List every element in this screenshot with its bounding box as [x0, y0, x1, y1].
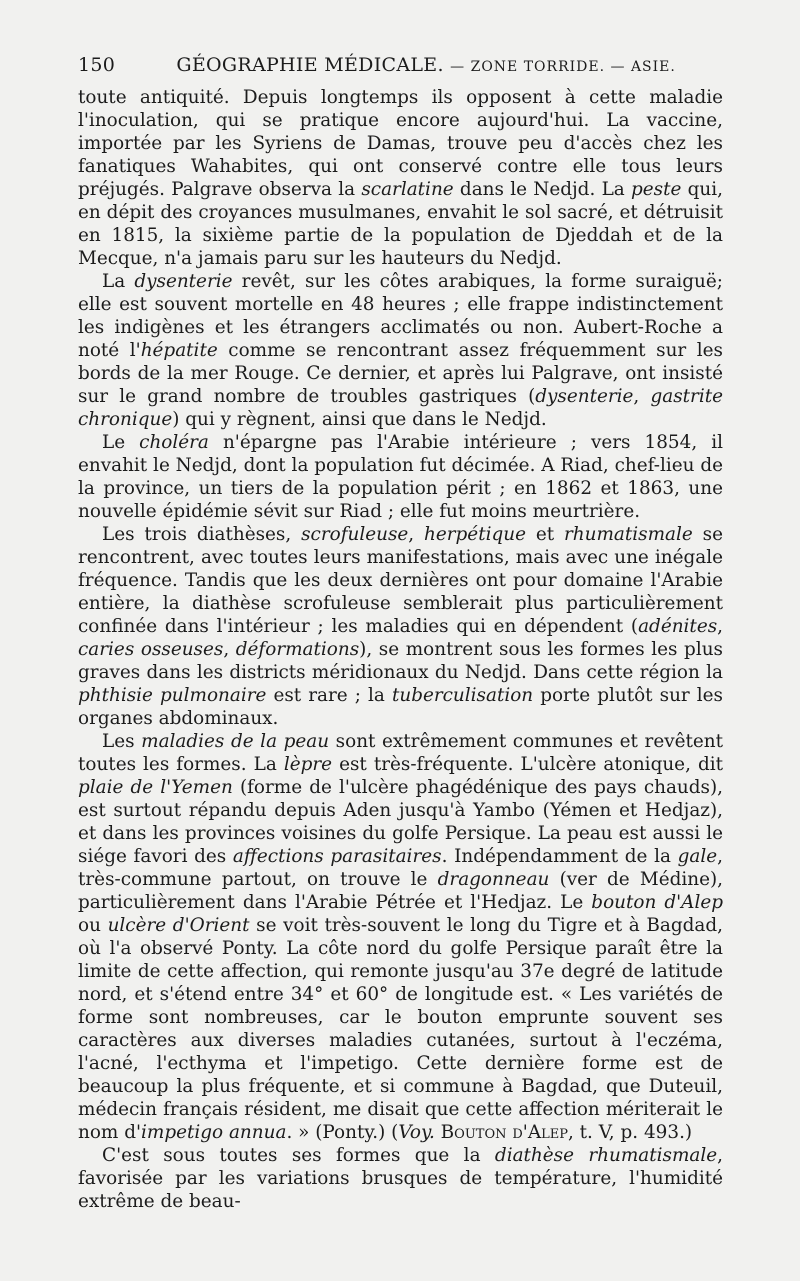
text-span: toute antiquité. Depuis longtemps ils opposent à cette maladie l'inoculation, qui se pratique encore aujourd'hui. La vaccine, importée par les Syriens de Damas, trouve peu d'accès chez les fanatiques Wahabites, qui ont conservé contre elle tous leurs préjugés. Palgrave observa la [78, 87, 723, 200]
running-header [78, 54, 728, 76]
text-span: . Indépendamment de la [441, 846, 678, 867]
text-span: Le [102, 432, 140, 453]
text-span: La [102, 271, 135, 292]
body-text [78, 86, 723, 1213]
italic-term: déformations [235, 639, 360, 660]
paragraph [78, 1144, 723, 1213]
italic-term: bouton d'Alep [591, 892, 723, 913]
italic-term: Voy. [398, 1122, 435, 1143]
header-title: GÉOGRAPHIE MÉDICALE. [176, 54, 444, 76]
italic-term: dysenterie [134, 271, 233, 292]
text-span: se rencontrent, avec toutes leurs manifestations, mais avec une inégale fréquence. Tandis que les deux dernières ont pour domaine l'Arabie entière, la diathèse scrofuleuse semblerait plus particulièrement confinée dans l'intérieur ; les maladies qui en dépendent ( [78, 524, 723, 637]
text-span: Les [102, 731, 142, 752]
italic-term: peste [631, 179, 682, 200]
italic-term: gastrite chronique [78, 386, 723, 430]
text-span: porte plutôt sur les organes abdominaux. [78, 685, 723, 729]
italic-term: hépatite [140, 340, 218, 361]
italic-term: rhumatismale [564, 524, 693, 545]
paragraph [78, 431, 723, 523]
italic-term: scarlatine [361, 179, 454, 200]
text-span: comme se rencontrant assez fréquemment sur les bords de la mer Rouge. Ce dernier, et après lui Palgrave, ont insisté sur le grand nombre de troubles gastriques ( [78, 340, 723, 407]
text-span: est très-fréquente. L'ulcère atonique, dit [332, 754, 723, 775]
italic-term: adénites [638, 616, 718, 637]
italic-term: phthisie pulmonaire [78, 685, 267, 706]
text-span: qui, en dépit des croyances musulmanes, envahit le sol sacré, et détruisit en 1815, la sixième partie de la population de Djeddah et de la Mecque, n'a jamais paru sur les hauteurs du Nedjd. [78, 179, 723, 269]
text-span: Les trois diathèses, [102, 524, 302, 545]
text-span: (ver de Médine), particulièrement dans l'Arabie Pétrée et l'Hedjaz. Le [78, 869, 723, 913]
paragraph [78, 730, 723, 1144]
text-span: , t. V, p. 493.) [567, 1122, 693, 1143]
italic-term: lèpre [283, 754, 333, 775]
text-span: , [633, 386, 651, 407]
text-span: (forme de l'ulcère phagédénique des pays chauds), est surtout répandu depuis Aden jusqu'à Yambo (Yémen et Hedjaz), et dans les provinces voisines du golfe Persique. La peau est aussi le siége favori des [78, 777, 724, 867]
text-span: ), se montrent sous les formes les plus graves dans les districts méridionaux du Nedjd. Dans cette région la [78, 639, 723, 683]
text-span: est rare ; la [266, 685, 392, 706]
text-span: , très-commune partout, on trouve le [78, 846, 724, 890]
italic-term: herpétique [424, 524, 526, 545]
italic-term: impetigo annua [141, 1122, 287, 1143]
text-span: Bouton d'Alep [440, 1122, 568, 1143]
text-span: revêt, sur les côtes arabiques, la forme suraiguë; elle est souvent mortelle en 48 heures ; elle frappe indistinctement les indigènes et les étrangers acclimatés ou non. Aubert-Roche a noté l' [78, 271, 723, 361]
italic-term: dysenterie [535, 386, 634, 407]
text-span: ou [78, 915, 108, 936]
text-span: et [525, 524, 565, 545]
paragraph [78, 523, 723, 730]
italic-term: tuberculisation [391, 685, 534, 706]
text-span: dans le Nedjd. La [453, 179, 632, 200]
text-span: sont extrêmement communes et revêtent toutes les formes. La [78, 731, 723, 775]
italic-term: plaie de l'Yemen [78, 777, 233, 798]
italic-term: maladies de la peau [141, 731, 330, 752]
text-span: se voit très-souvent le long du Tigre et à Bagdad, où l'a observé Ponty. La côte nord du golfe Persique paraît être la limite de cette affection, qui remonte jusqu'au 37e degré de latitude nord, et s'étend entre 34° et 60° de longitude est. « Les variétés de forme sont nombreuses, car le bouton emprunte souvent ses caractères aux diverses maladies cutanées, surtout à l'eczéma, l'acné, l'ecthyma et l'impetigo. Cette dernière forme est de beaucoup la plus fréquente, et si commune à Bagdad, que Duteuil, médecin français résident, me disait que cette affection mériterait le nom d' [78, 915, 723, 1143]
text-span: , [223, 639, 236, 660]
italic-term: choléra [139, 432, 209, 453]
paragraph [78, 270, 723, 431]
paragraph [78, 86, 723, 270]
header-section: — ZONE TORRIDE. — ASIE. [450, 59, 676, 75]
italic-term: gale [677, 846, 718, 867]
italic-term: affections parasitaires [232, 846, 442, 867]
italic-term: ulcère d'Orient [107, 915, 250, 936]
italic-term: scrofuleuse [301, 524, 409, 545]
text-span: , [408, 524, 425, 545]
text-span: . » (Ponty.) ( [286, 1122, 399, 1143]
text-span: n'épargne pas l'Arabie intérieure ; vers 1854, il envahit le Nedjd, dont la population fut décimée. A Riad, chef-lieu de la province, un tiers de la population périt ; en 1862 et 1863, une nouvelle épidémie sévit sur Riad ; elle fut moins meurtrière. [78, 432, 723, 522]
text-span: C'est sous toutes ses formes que la [102, 1145, 495, 1166]
page-number: 150 [78, 54, 116, 76]
italic-term: caries osseuses [78, 639, 224, 660]
italic-term: diathèse rhumatismale [494, 1145, 718, 1166]
text-span: ) qui y règnent, ainsi que dans le Nedjd. [172, 409, 547, 430]
italic-term: dragonneau [437, 869, 550, 890]
text-span: , [717, 616, 723, 637]
text-span: , favorisée par les variations brusques de température, l'humidité extrême de beau- [78, 1145, 723, 1212]
